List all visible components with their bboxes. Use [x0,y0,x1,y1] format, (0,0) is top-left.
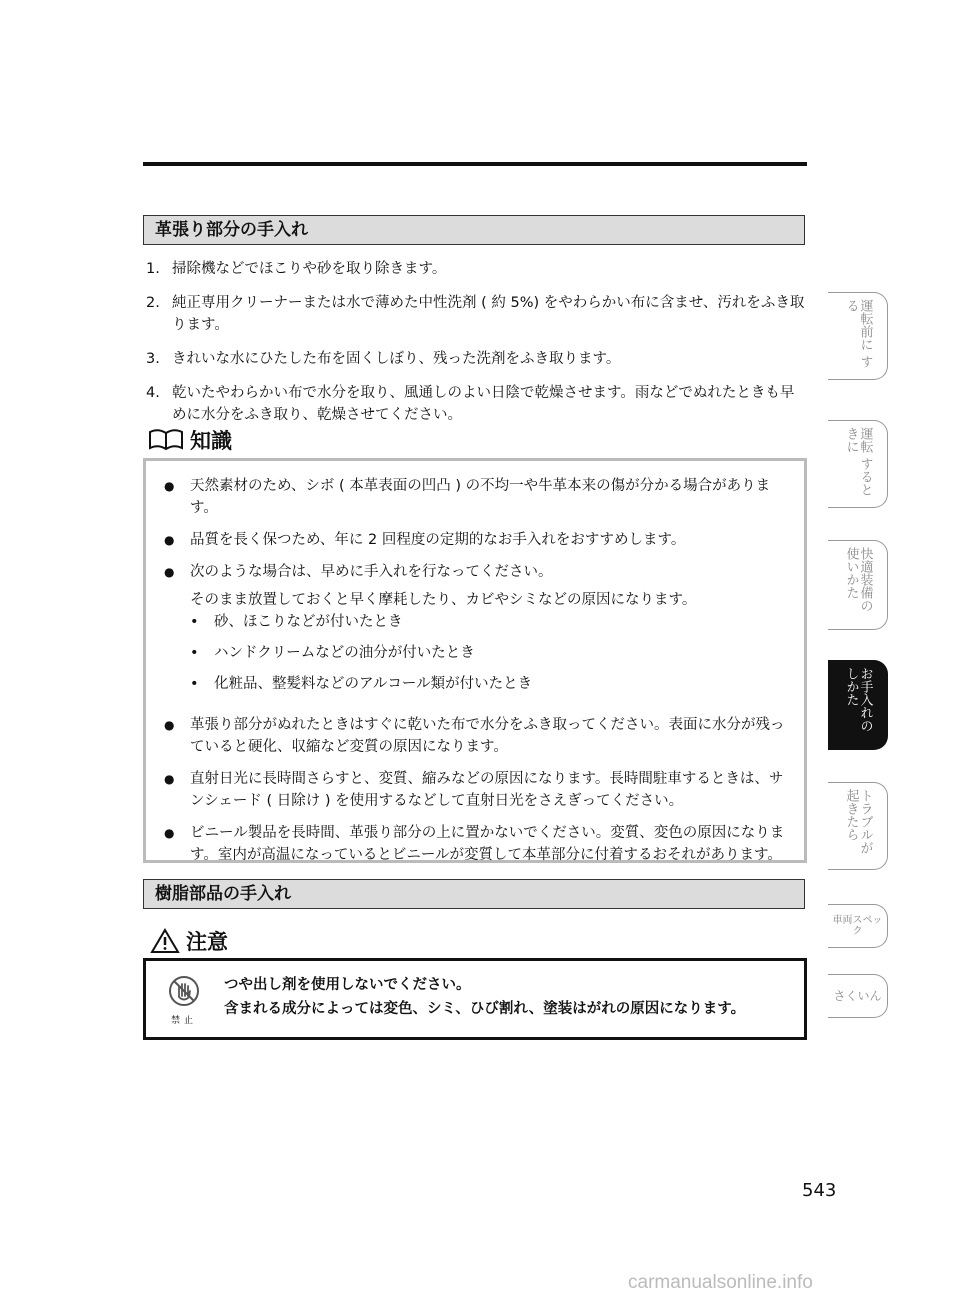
tab-index[interactable]: さくいん [828,974,888,1018]
section-heading-resin: 樹脂部品の手入れ [143,879,805,909]
list-item: ● 品質を長く保つため、年に 2 回程度の定期的なお手入れをおすすめします。 [164,529,788,551]
list-item: 4. 乾いたやわらかい布で水分を取り、風通しのよい日陰で乾燥させます。雨などでぬれたときも早めに水分をふき取り、乾燥させてください。 [146,385,795,423]
caution-line-2: 含まれる成分によっては変色、シミ、ひび割れ、塗装はがれの原因になります。 [224,1001,746,1017]
caution-box [143,958,807,1040]
bullet-icon: ● [164,718,175,732]
knowledge-heading [148,425,232,455]
list-item: ● 次のような場合は、早めに手入れを行なってください。 そのまま放置しておくと早く摩耗したり、カビやシミなどの原因になります。 • 砂、ほこりなどが付いたとき • ハンドクリームなどの油分が付いたとき • 化粧品、整髪料などのアルコール類が付いたとき [164,561,788,704]
bullet-icon: ● [164,565,175,579]
tab-before-driving[interactable]: 運転前に する [828,292,888,380]
bullet-icon: ● [164,772,175,786]
caution-title: 注意 [186,930,228,954]
list-item: ● 直射日光に長時間さらすと、変質、縮みなどの原因になります。長時間駐車するときは、サンシェード ( 日除け ) を使用するなどして直射日光をさえぎってください。 [164,768,788,812]
tab-troubleshooting[interactable]: トラブルが起きたら [828,782,888,870]
tab-maintenance[interactable]: お手入れのしかた [828,660,888,750]
list-item: ● ビニール製品を長時間、革張り部分の上に置かないでください。変質、変色の原因になります。室内が高温になっているとビニールが変質して本革部分に付着するおそれがあります。 [164,822,788,866]
bullet-icon: ● [164,826,175,840]
bullet-icon: ● [164,533,175,547]
prohibit-label: 禁止 [170,1016,197,1026]
list-item: • 砂、ほこりなどが付いたとき [190,614,403,630]
prohibit-hand-icon [168,975,200,1007]
tab-comfort-equipment[interactable]: 快適装備の使いかた [828,540,888,630]
caution-line-1: つや出し剤を使用しないでください。 [224,977,471,993]
list-item: 2. 純正専用クリーナーまたは水で薄めた中性洗剤 ( 約 5%) をやわらかい布に含ませ、汚れをふき取ります。 [146,295,805,333]
watermark: carmanualsonline.info [628,1272,813,1293]
list-item: 3. きれいな水にひたした布を固くしぼり、残った洗剤をふき取ります。 [146,351,621,367]
list-item: • ハンドクリームなどの油分が付いたとき [190,645,475,661]
tab-vehicle-spec[interactable]: 車両スペック [828,904,888,948]
caution-heading [150,926,228,956]
sub-list [190,611,788,695]
page-number: 543 [802,1180,837,1201]
knowledge-title: 知識 [190,429,232,453]
section-heading-leather: 革張り部分の手入れ [143,215,805,245]
knowledge-box [143,458,807,863]
tab-while-driving[interactable]: 運転 するときに [828,420,888,508]
list-item: ● 革張り部分がぬれたときはすぐに乾いた布で水分をふき取ってください。表面に水分が残っていると硬化、収縮など変質の原因になります。 [164,714,788,758]
list-item: 1. 掃除機などでほこりや砂を取り除きます。 [146,261,447,277]
book-icon [148,428,184,452]
prohibit-mark [164,975,204,1026]
list-item: ● 天然素材のため、シボ ( 本革表面の凹凸 ) の不均一や牛革本来の傷が分かる場合があります。 [164,475,788,519]
bullet-icon: ● [164,479,175,493]
list-item: • 化粧品、整髪料などのアルコール類が付いたとき [190,676,533,692]
leather-steps-list [146,258,806,438]
top-rule [143,162,807,166]
warning-triangle-icon [150,928,180,954]
